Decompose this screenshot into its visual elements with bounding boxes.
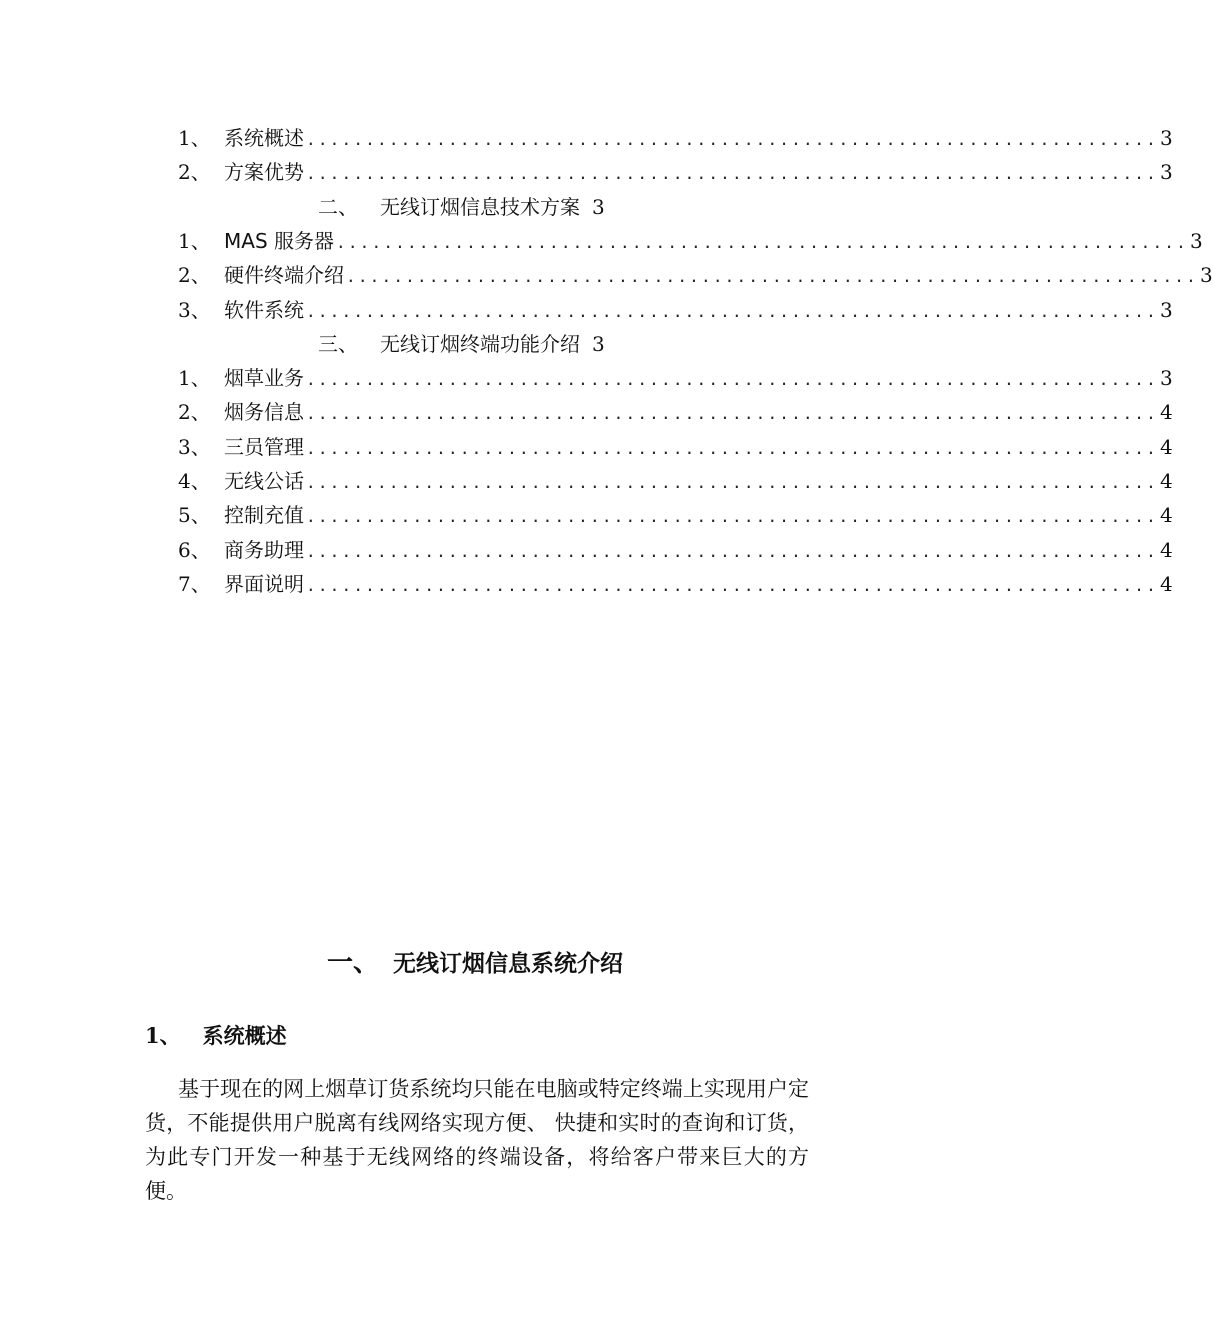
toc-entry[interactable] [178, 497, 1173, 527]
toc-entry-label: 烟务信息 [224, 400, 304, 424]
body-paragraph: 基于现在的网上烟草订货系统均只能在电脑或特定终端上实现用户定货，不能提供用户脱离有线网络实现方便、 快捷和实时的查询和订货，为此专门开发一种基于无线网络的终端设备，将给客户带来巨大的方便。 [145, 1077, 809, 1203]
toc-entry-page: 3 [1199, 263, 1213, 287]
toc-leader-dots: ........................................................................ [306, 542, 1158, 561]
section-number: 一、 [326, 948, 379, 978]
toc-entry-page: 4 [1159, 400, 1173, 424]
toc-entry-page: 3 [1159, 366, 1173, 390]
toc-entry-number: 1、 [178, 126, 211, 150]
toc-entry-page: 3 [1159, 160, 1173, 184]
toc-entry-label: MAS 服务器 [224, 229, 334, 253]
toc-entry-number: 2、 [178, 400, 211, 424]
section-title: 无线订烟信息系统介绍 [393, 951, 623, 977]
toc-entry-number: 2、 [178, 263, 211, 287]
toc-leader-dots: ........................................................................ [306, 507, 1158, 526]
toc-entry-label: 硬件终端介绍 [224, 263, 344, 287]
toc-entry[interactable] [178, 257, 1213, 287]
toc-entry-number: 2、 [178, 160, 211, 184]
toc-entry-label: 三员管理 [224, 435, 304, 459]
toc-leader-dots: ........................................................................ [346, 267, 1198, 286]
toc-leader-dots: ........................................................................ [306, 473, 1158, 492]
toc-entry-page: 4 [1159, 469, 1173, 493]
toc-entry-label: 商务助理 [224, 538, 304, 562]
toc-section-page: 3 [592, 195, 605, 219]
toc-entry-number: 1、 [178, 366, 211, 390]
toc-entry-label: 软件系统 [224, 298, 304, 322]
toc-leader-dots: ........................................................................ [306, 404, 1158, 423]
toc-leader-dots: ........................................................................ [306, 302, 1158, 321]
toc-entry-number: 6、 [178, 538, 211, 562]
toc-entry[interactable] [178, 154, 1173, 184]
toc-entry-label: 方案优势 [224, 160, 304, 184]
toc-entry[interactable] [178, 394, 1173, 424]
toc-section-label: 无线订烟信息技术方案 [380, 195, 580, 219]
toc-entry-number: 3、 [178, 298, 211, 322]
toc-entry[interactable] [178, 532, 1173, 562]
toc-entry[interactable] [178, 429, 1173, 459]
toc-leader-dots: ........................................................................ [336, 233, 1188, 252]
toc-section-heading[interactable] [318, 189, 605, 219]
toc-section-heading[interactable] [318, 326, 605, 356]
toc-entry[interactable] [178, 360, 1173, 390]
toc-entry[interactable] [178, 463, 1173, 493]
toc-entry-number: 3、 [178, 435, 211, 459]
toc-entry[interactable] [178, 120, 1173, 150]
toc-entry-number: 5、 [178, 503, 211, 527]
toc-entry-page: 3 [1189, 229, 1203, 253]
toc-entry[interactable] [178, 223, 1203, 253]
toc-section-number: 三、 [318, 332, 358, 356]
toc-leader-dots: ........................................................................ [306, 439, 1158, 458]
toc-section-label: 无线订烟终端功能介绍 [380, 332, 580, 356]
toc-entry-page: 3 [1159, 126, 1173, 150]
toc-entry-page: 3 [1159, 298, 1173, 322]
toc-entry-label: 烟草业务 [224, 366, 304, 390]
toc-leader-dots: ........................................................................ [306, 576, 1158, 595]
toc-entry[interactable] [178, 292, 1173, 322]
toc-leader-dots: ........................................................................ [306, 370, 1158, 389]
toc-entry-number: 4、 [178, 469, 211, 493]
toc-entry-label: 系统概述 [224, 126, 304, 150]
toc-entry-label: 界面说明 [224, 572, 304, 596]
subsection-number: 1、 [145, 1023, 181, 1048]
toc-entry-label: 控制充值 [224, 503, 304, 527]
toc-entry-number: 7、 [178, 572, 211, 596]
toc-leader-dots: ........................................................................ [306, 164, 1158, 183]
section-heading [0, 942, 950, 979]
subsection-heading [145, 1020, 287, 1050]
toc-section-page: 3 [592, 332, 605, 356]
toc-section-number: 二、 [318, 195, 358, 219]
toc-entry-page: 4 [1159, 435, 1173, 459]
toc-entry-page: 4 [1159, 572, 1173, 596]
toc-entry-page: 4 [1159, 503, 1173, 527]
toc-leader-dots: ........................................................................ [306, 130, 1158, 149]
toc-entry-page: 4 [1159, 538, 1173, 562]
subsection-title: 系统概述 [202, 1024, 287, 1048]
toc-entry[interactable] [178, 566, 1173, 596]
toc-entry-number: 1、 [178, 229, 211, 253]
toc-entry-label: 无线公话 [224, 469, 304, 493]
